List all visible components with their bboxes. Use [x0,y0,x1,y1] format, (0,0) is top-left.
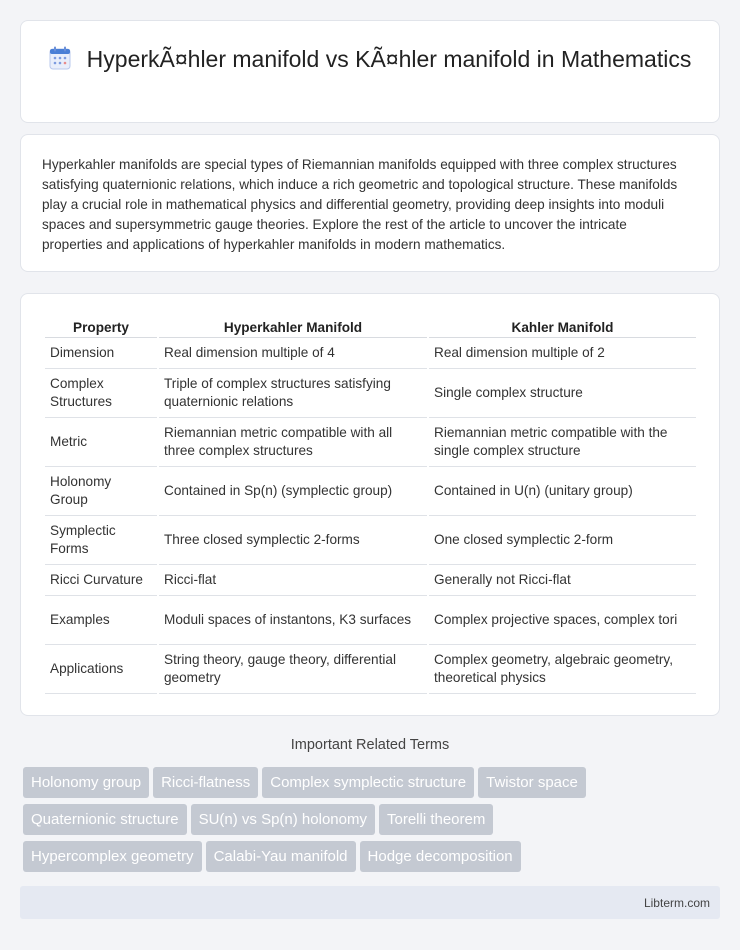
table-header-row [45,316,696,338]
table-row [45,596,696,645]
intro-card [20,134,720,272]
cell-hyperkahler: Real dimension multiple of 4 [159,338,427,369]
cell-kahler: Contained in U(n) (unitary group) [429,467,696,516]
related-terms-title: Important Related Terms [290,737,450,753]
table-row [45,645,696,694]
tag-row [23,767,723,804]
tag-row [23,804,723,841]
cell-hyperkahler: Ricci-flat [159,565,427,596]
cell-property: Holonomy Group [45,467,157,516]
comparison-table [43,316,698,694]
related-terms-list [23,767,723,878]
cell-kahler: Generally not Ricci-flat [429,565,696,596]
page-title-text: HyperkÃ¤hler manifold vs KÃ¤hler manifold in Mathematics [86,46,692,72]
header-property: Property [45,316,157,338]
page-title [49,45,692,74]
cell-property: Complex Structures [45,369,157,418]
tag-calabi-yau-manifold[interactable]: Calabi-Yau manifold [206,841,356,872]
tag-torelli-theorem[interactable]: Torelli theorem [379,804,493,835]
tag-quaternionic-structure[interactable]: Quaternionic structure [23,804,187,835]
cell-property: Examples [45,596,157,645]
header-kahler: Kahler Manifold [429,316,696,338]
cell-hyperkahler: String theory, gauge theory, differential geometry [159,645,427,694]
footer-site-link[interactable]: Libterm.com [643,896,710,910]
tag-row [23,841,723,878]
cell-property: Metric [45,418,157,467]
title-wrap [21,45,719,74]
cell-hyperkahler: Triple of complex structures satisfying quaternionic relations [159,369,427,418]
table-row [45,369,696,418]
table-row [45,467,696,516]
tag-hodge-decomposition[interactable]: Hodge decomposition [360,841,521,872]
tag-hypercomplex-geometry[interactable]: Hypercomplex geometry [23,841,202,872]
cell-kahler: Complex projective spaces, complex tori [429,596,696,645]
tag-complex-symplectic-structure[interactable]: Complex symplectic structure [262,767,474,798]
table-row [45,338,696,369]
header-hyperkahler: Hyperkahler Manifold [159,316,427,338]
table-row [45,418,696,467]
table-row [45,565,696,596]
footer [20,886,720,919]
cell-property: Applications [45,645,157,694]
cell-hyperkahler: Moduli spaces of instantons, K3 surfaces [159,596,427,645]
cell-kahler: Riemannian metric compatible with the single complex structure [429,418,696,467]
tag-su-vs-sp-holonomy[interactable]: SU(n) vs Sp(n) holonomy [191,804,375,835]
cell-hyperkahler: Riemannian metric compatible with all three complex structures [159,418,427,467]
cell-property: Dimension [45,338,157,369]
tag-twistor-space[interactable]: Twistor space [478,767,586,798]
intro-paragraph: Hyperkahler manifolds are special types of Riemannian manifolds equipped with three complex structures satisfying quaternionic relations, which induce a rich geometric and topological structure. These manifolds play a crucial role in mathematical physics and differential geometry, providing deep insights into moduli spaces and supersymmetric gauge theories. Explore the rest of the article to uncover the intricate properties and applications of hyperkahler manifolds in modern mathematics. [42,157,678,252]
cell-property: Symplectic Forms [45,516,157,565]
tag-ricci-flatness[interactable]: Ricci-flatness [153,767,258,798]
cell-kahler: Real dimension multiple of 2 [429,338,696,369]
cell-hyperkahler: Three closed symplectic 2-forms [159,516,427,565]
cell-property: Ricci Curvature [45,565,157,596]
cell-kahler: One closed symplectic 2-form [429,516,696,565]
cell-hyperkahler: Contained in Sp(n) (symplectic group) [159,467,427,516]
document-icon [49,46,71,70]
cell-kahler: Complex geometry, algebraic geometry, theoretical physics [429,645,696,694]
table-row [45,516,696,565]
comparison-card [20,293,720,716]
title-card [20,20,720,123]
tag-holonomy-group[interactable]: Holonomy group [23,767,149,798]
cell-kahler: Single complex structure [429,369,696,418]
